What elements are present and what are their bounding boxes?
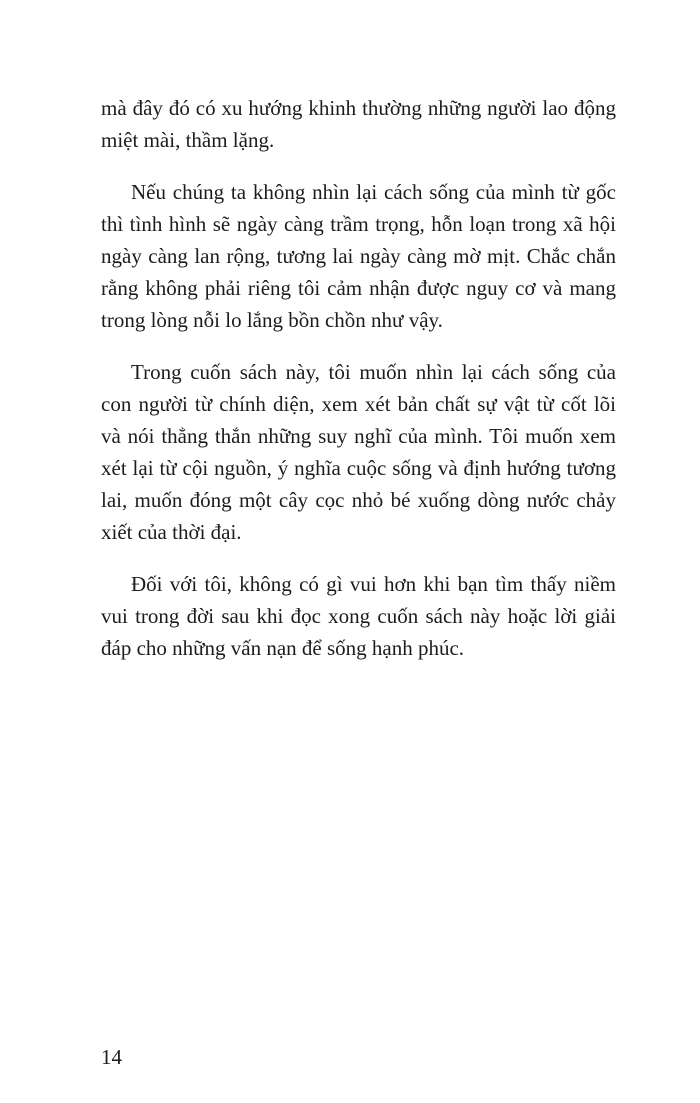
paragraph: Đối với tôi, không có gì vui hơn khi bạn tìm thấy niềm vui trong đời sau khi đọc xong cuốn sách này hoặc lời giải đáp cho những vấn nạn để sống hạnh phúc.: [101, 572, 616, 660]
paragraph: Trong cuốn sách này, tôi muốn nhìn lại cách sống của con người từ chính diện, xem xét bản chất sự vật từ cốt lõi và nói thẳng thắn những suy nghĩ của mình. Tôi muốn xem xét lại từ cội nguồn, ý nghĩa cuộc sống và định hướng tương lai, muốn đóng một cây cọc nhỏ bé xuống dòng nước chảy xiết của thời đại.: [101, 360, 616, 544]
page-number: 14: [101, 1045, 122, 1069]
body-text: [101, 92, 616, 684]
paragraph-continuation: mà đây đó có xu hướng khinh thường những người lao động miệt mài, thầm lặng.: [101, 96, 616, 152]
paragraph: Nếu chúng ta không nhìn lại cách sống của mình từ gốc thì tình hình sẽ ngày càng trầm trọng, hỗn loạn trong xã hội ngày càng lan rộng, tương lai ngày càng mờ mịt. Chắc chắn rằng không phải riêng tôi cảm nhận được nguy cơ và mang trong lòng nỗi lo lắng bồn chồn như vậy.: [101, 180, 616, 332]
